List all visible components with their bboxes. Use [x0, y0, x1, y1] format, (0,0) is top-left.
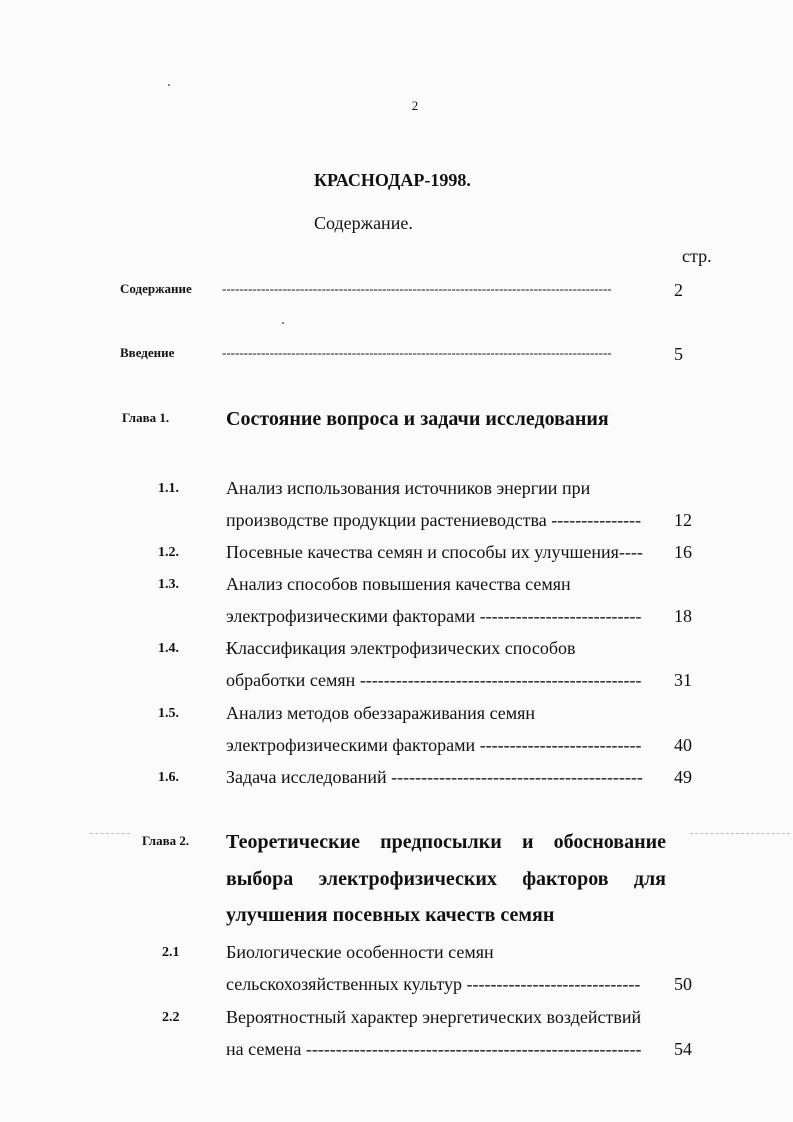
section-number: 1.2. — [158, 545, 179, 560]
section-title: Биологические особенности семян — [226, 942, 494, 962]
section-title: Анализ использования источников энергии при — [226, 478, 591, 498]
section-title: Вероятностный характер энергетических воздействий — [226, 1007, 642, 1027]
section-title: Классификация электрофизических способов — [226, 638, 576, 658]
toc-page-number: 18 — [674, 606, 692, 626]
scan-speck — [168, 84, 170, 86]
chapter-title-line: улучшения посевных качеств семян — [226, 904, 555, 926]
toc-page-number: 12 — [674, 510, 692, 530]
toc-page-number: 31 — [674, 670, 692, 690]
toc-heading: Содержание. — [314, 213, 413, 233]
section-title-cont: обработки семян ----------------------------------------------- — [226, 670, 642, 690]
scan-speck — [282, 322, 284, 324]
toc-page-number: 16 — [674, 542, 692, 562]
toc-leader: ------------------------------------------------------------------------------------------ — [222, 345, 612, 360]
city-year-heading: КРАСНОДАР-1998. — [314, 170, 471, 190]
section-number: 1.6. — [158, 770, 179, 785]
chapter-label: Глава 2. — [142, 833, 190, 848]
toc-entry-label: Содержание — [120, 281, 192, 296]
toc-page-number: 49 — [674, 767, 692, 787]
scan-line — [90, 833, 130, 834]
section-number: 1.4. — [158, 641, 179, 656]
section-number: 2.1 — [162, 945, 180, 960]
chapter-title-line: Теоретические предпосылки и обоснование — [226, 831, 666, 853]
chapter-label: Глава 1. — [122, 410, 170, 425]
section-title: Посевные качества семян и способы их улучшения---- — [226, 542, 643, 562]
section-title-cont: электрофизическими факторами --------------------------- — [226, 735, 642, 755]
section-title: Анализ способов повышения качества семян — [226, 574, 571, 594]
toc-page-number: 5 — [674, 344, 683, 364]
toc-page-number: 54 — [674, 1039, 692, 1059]
toc-page-number: 40 — [674, 735, 692, 755]
section-number: 2.2 — [162, 1010, 180, 1025]
scan-line — [690, 833, 790, 834]
section-title-cont: на семена -------------------------------------------------------- — [226, 1039, 642, 1059]
chapter-title: Состояние вопроса и задачи исследования — [226, 408, 609, 430]
chapter-title-line: выбора электрофизических факторов для — [226, 868, 666, 890]
section-number: 1.3. — [158, 577, 179, 592]
toc-leader: ------------------------------------------------------------------------------------------ — [222, 281, 612, 296]
section-title-cont: электрофизическими факторами --------------------------- — [226, 606, 642, 626]
section-title: Задача исследований ------------------------------------------ — [226, 767, 643, 787]
toc-entry-label: Введение — [120, 345, 175, 360]
toc-page-number: 50 — [674, 974, 692, 994]
toc-page-number: 2 — [674, 280, 683, 300]
section-title-cont: производстве продукции растениеводства --------------- — [226, 510, 642, 530]
page-column-label: стр. — [682, 246, 712, 266]
section-title: Анализ методов обеззараживания семян — [226, 703, 536, 723]
page-number: 2 — [411, 98, 419, 113]
section-number: 1.1. — [158, 481, 179, 496]
section-number: 1.5. — [158, 706, 179, 721]
section-title-cont: сельскохозяйственных культур ----------------------------- — [226, 974, 641, 994]
